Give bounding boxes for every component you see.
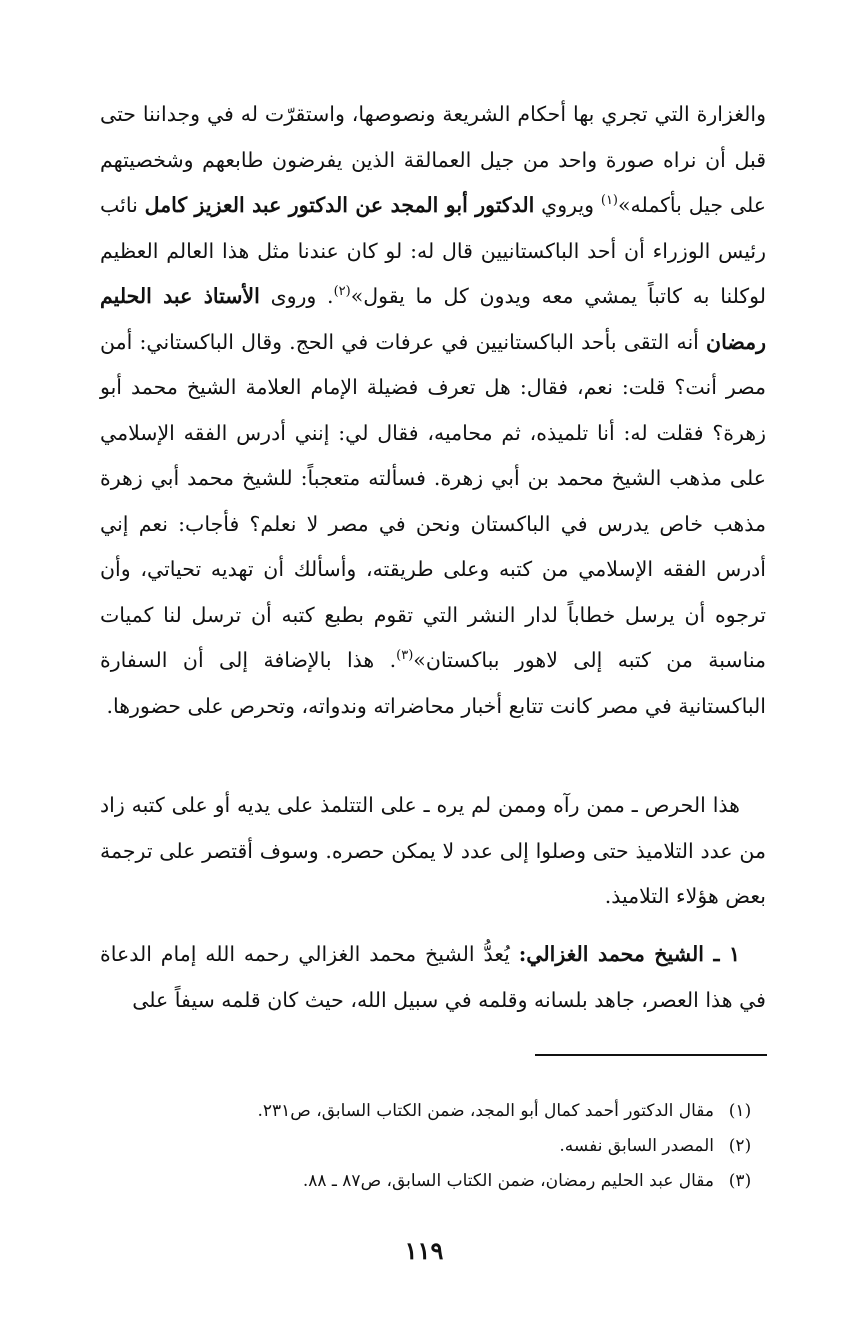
footnote-number: (٣)	[728, 1171, 752, 1191]
text-segment: نائب رئيس الوزراء أن أحد الباكستانيين قال له: لو كان عندنا مثل هذا العالم العظيم لوكلنا به كاتباً يمشي معه ويدون كل ما يقول»	[100, 193, 767, 308]
paragraph-1	[100, 92, 766, 729]
footnote-text: المصدر السابق نفسه.	[559, 1136, 714, 1156]
footnote-number: (٢)	[728, 1136, 752, 1156]
text-segment: والغزارة التي تجري بها أحكام الشريعة ونصوصها، واستقرّت له في وجداننا حتى قبل أن نراه صورة واحد من جيل العمالقة الذين يفرضون طابعهم وشخصيتهم على جيل بأكمله»	[100, 102, 766, 217]
footnote-ref-1: (١)	[600, 193, 618, 209]
footnote-item	[120, 1129, 766, 1164]
paragraph-3	[100, 932, 766, 1023]
footnote-item	[120, 1094, 766, 1129]
footnote-text: مقال الدكتور أحمد كمال أبو المجد، ضمن الكتاب السابق، ص٢٣١.	[257, 1101, 714, 1121]
page-number: ١١٩	[404, 1236, 444, 1265]
footnotes	[120, 1094, 766, 1199]
footnote-ref-2: (٢)	[333, 284, 351, 300]
text-segment: أنه التقى بأحد الباكستانيين في عرفات في الحج. وقال الباكستاني: أمن مصر أنت؟ قلت: نعم، فقال: هل تعرف فضيلة الإمام العلامة الشيخ محمد أبو زهرة؟ فقلت له: أنا تلميذه، ثم محاميه، فقال لي: إنني أدرس الفقه الإسلامي على مذهب الشيخ محمد بن أبي زهرة. فسألته متعجباً: للشيخ محمد أبي زهرة مذهب خاص يدرس في الباكستان ونحن في مصر لا نعلم؟ فأجاب: نعم إني أدرس الفقه الإسلامي من كتبه وعلى طريقته، وأسألك أن تهديه تحياتي، وأن ترجوه أن يرسل خطاباً لدار النشر التي تقوم بطبع كتبه أن ترسل لنا كميات مناسبة من كتبه إلى لاهور بباكستان»	[100, 329, 766, 672]
text-segment: . وروى	[259, 284, 334, 308]
text-segment: ويروي	[534, 193, 601, 217]
footnote-text: مقال عبد الحليم رمضان، ضمن الكتاب السابق، ص٨٧ ـ ٨٨.	[302, 1171, 714, 1191]
text-segment: . هذا بالإضافة إلى أن السفارة الباكستانية في مصر كانت تتابع أخبار محاضراته وندواته، وتحرص على حضورها.	[100, 648, 766, 718]
paragraph-3-text	[100, 932, 766, 1023]
paragraph-2	[100, 783, 766, 920]
footnote-divider	[535, 1054, 767, 1056]
bold-name: الدكتور أبو المجد عن الدكتور عبد العزيز كامل	[144, 193, 535, 217]
paragraph-2-text	[100, 783, 766, 920]
footnote-ref-3: (٣)	[396, 648, 414, 664]
footnote-item	[120, 1164, 766, 1199]
bold-name: الأستاذ عبد الحليم رمضان	[100, 284, 766, 354]
paragraph-1-text	[100, 92, 766, 729]
text-segment: هذا الحرص ـ ممن رآه وممن لم يره ـ على التتلمذ على يديه أو على كتبه زاد من عدد التلاميذ حتى وصلوا إلى عدد لا يمكن حصره. وسوف أقتصر على ترجمة بعض هؤلاء التلاميذ.	[100, 793, 766, 908]
footnote-number: (١)	[728, 1101, 752, 1121]
text-segment: يُعدُّ الشيخ محمد الغزالي رحمه الله إمام الدعاة في هذا العصر، جاهد بلسانه وقلمه في سبيل الله، حيث كان قلمه سيفاً على	[100, 942, 766, 1012]
section-heading: ١ ـ الشيخ محمد الغزالي:	[518, 942, 740, 966]
